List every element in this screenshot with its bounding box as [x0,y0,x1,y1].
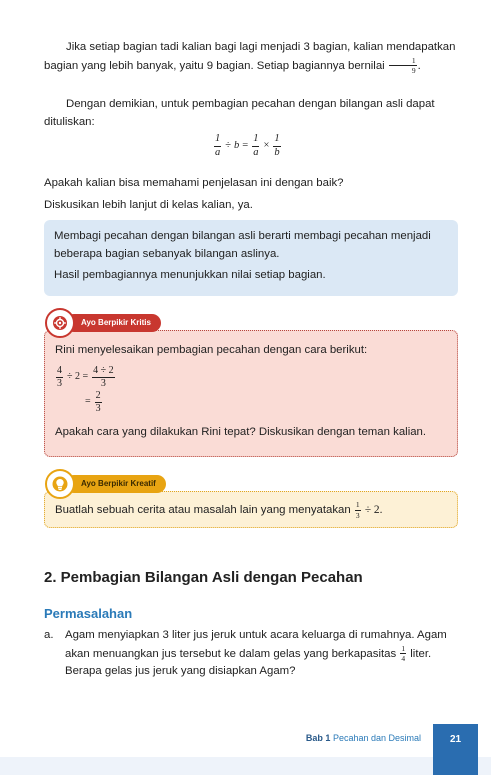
critical-badge-label: Ayo Berpikir Kritis [65,314,161,332]
summary-box [44,220,458,296]
footer-chapter: Bab 1 Pecahan dan Desimal [305,733,421,743]
division-formula: $\frac{1}{a}$ ÷ b = $\frac{1}{a}$ × $\frac{1}{b}$ [215,133,280,158]
creative-badge-label: Ayo Berpikir Kreatif [65,475,166,493]
question-understand: Apakah kalian bisa memahami penjelasan ini dengan baik? [44,177,344,189]
list-item-text: Agam menyiapkan 3 liter jus jeruk untuk acara keluarga di rumahnya. Agam akan menuangkan jus tersebut ke dalam gelas yang berkapasitas $\frac{1}{4}$ liter. Berapa gelas jus jeruk yang disiapkan Agam? [65,629,447,678]
creative-thinking-badge [45,469,166,499]
question-discuss: Diskusikan lebih lanjut di kelas kalian, ya. [44,199,253,211]
summary-line-2: Hasil pembagiannya menunjukkan nilai setiap bagian. [54,269,326,282]
fraction-one-ninth: $\frac{1}{9}$ [389,57,417,75]
rini-solution: $\frac{4}{3}$ ÷ 2 = $\frac{4 \div 2}{3}$ = $\frac{2}{3}$ [57,364,114,414]
critical-question: Apakah cara yang dilakukan Rini tepat? Diskusikan dengan teman kalian. [55,425,427,438]
list-marker: a. [44,629,54,641]
page-number: 21 [433,724,478,775]
section-heading: 2. Pembagian Bilangan Asli dengan Pecahan [44,569,363,586]
list-item [44,627,460,681]
intro-paragraph-2: Dengan demikian, untuk pembagian pecahan dengan bilangan asli dapat dituliskan: [44,98,435,128]
section-subheading: Permasalahan [44,606,133,621]
critical-thinking-badge [45,308,161,338]
footer-bar [0,757,491,775]
summary-line-1: Membagi pecahan dengan bilangan asli berarti membagi pecahan menjadi beberapa bagian sebanyak bilangan aslinya. [54,230,431,260]
critical-intro: Rini menyelesaikan pembagian pecahan dengan cara berikut: [55,344,368,356]
creative-text: Buatlah sebuah cerita atau masalah lain yang menyatakan $\frac{1}{3}$ ÷ 2. [55,500,383,520]
lightbulb-icon [45,469,75,499]
brain-gear-icon [45,308,75,338]
critical-thinking-box [44,330,458,457]
intro-paragraph-1: Jika setiap bagian tadi kalian bagi lagi menjadi 3 bagian, kalian mendapatkan bagian yang lebih banyak, yaitu 9 bagian. Setiap bagiannya bernilai $\frac{1}{9}$ . [44,41,456,76]
